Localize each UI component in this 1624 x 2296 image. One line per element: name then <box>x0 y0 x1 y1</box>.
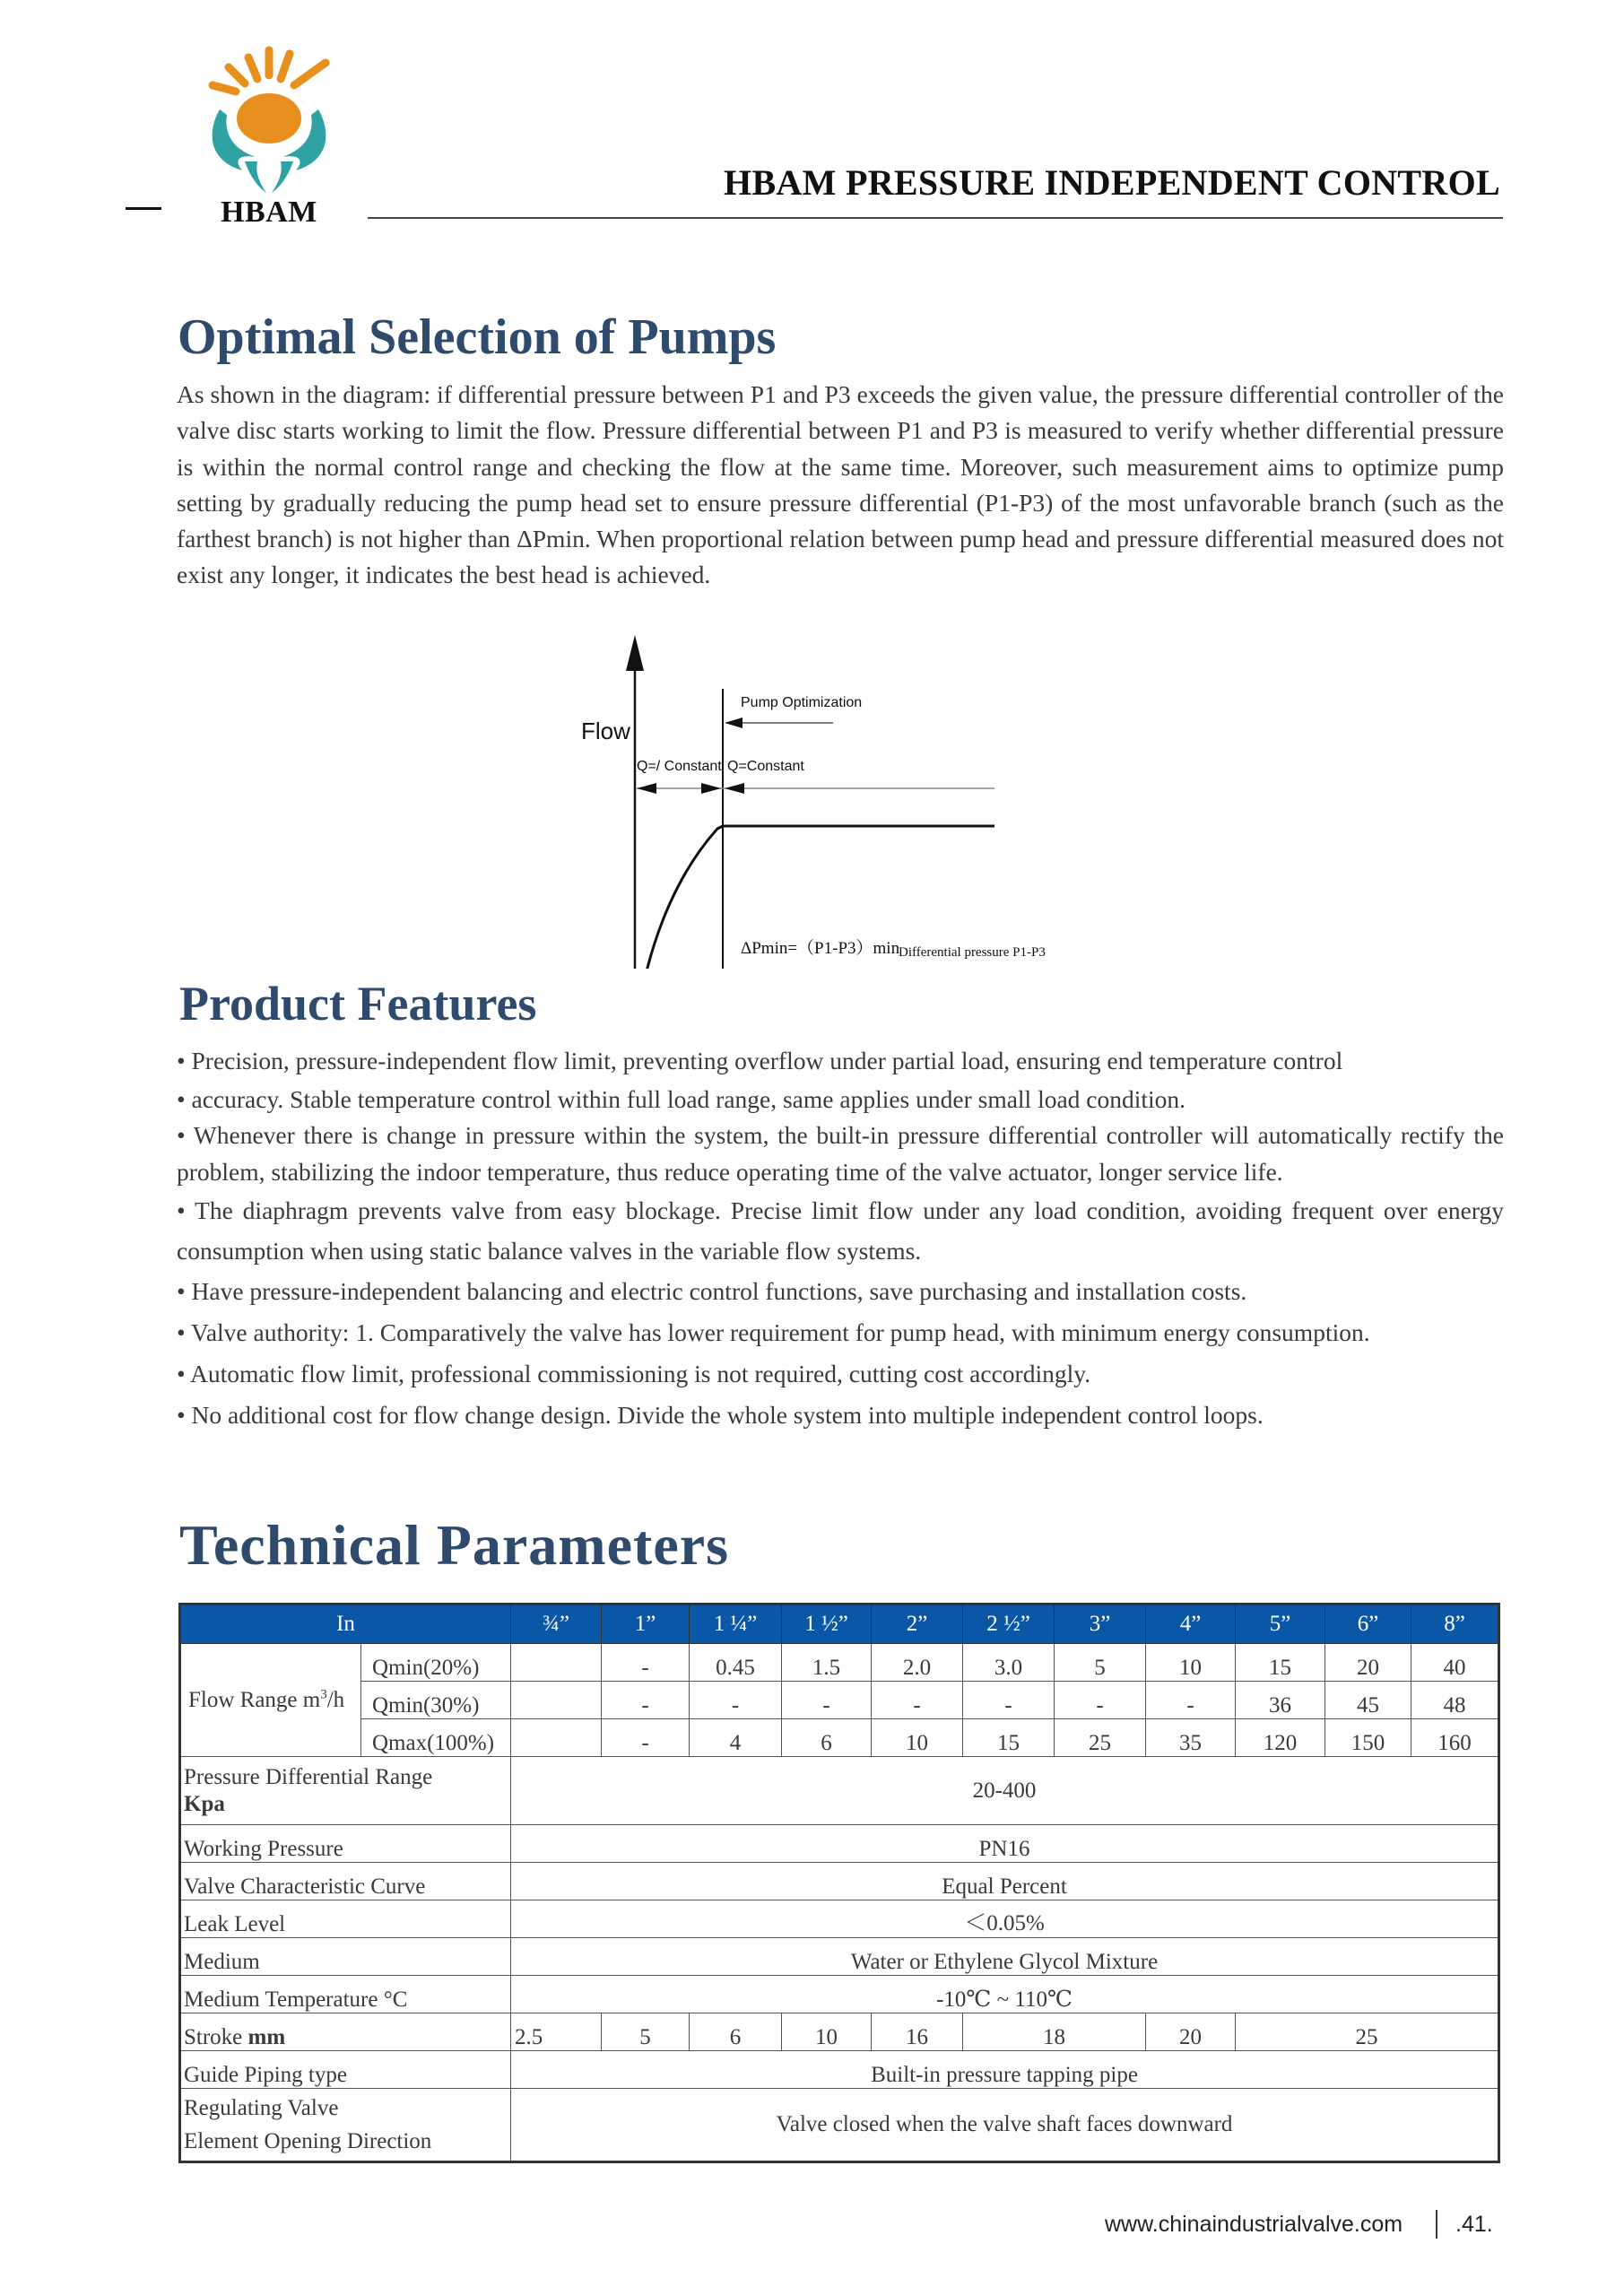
table-row <box>180 1938 1499 1976</box>
guide-piping-label: Guide Piping type <box>180 2051 511 2089</box>
cell: 15 <box>963 1719 1055 1757</box>
cell: 45 <box>1325 1682 1411 1719</box>
cell: 20 <box>1325 1644 1411 1682</box>
size-header: ¾” <box>511 1605 602 1644</box>
flow-subrow-label: Qmin(30%) <box>361 1682 511 1719</box>
size-header: 3” <box>1055 1605 1146 1644</box>
stroke-value: 18 <box>963 2013 1146 2051</box>
working-pressure-value: PN16 <box>511 1825 1499 1863</box>
cell: - <box>690 1682 782 1719</box>
section-title-technical: Technical Parameters <box>179 1513 730 1577</box>
curve-value: Equal Percent <box>511 1863 1499 1900</box>
size-header: 1” <box>602 1605 690 1644</box>
feature-item: • The diaphragm prevents valve from easy blockage. Precise limit flow under any load condition, avoiding frequent over energy consumption when using static balance valves in the variable flow systems. <box>177 1196 1504 1265</box>
cell: - <box>872 1682 963 1719</box>
pumps-description: As shown in the diagram: if differential pressure between P1 and P3 exceeds the given value, the pressure differential controller of the valve disc starts working to limit the flow. Pressure differential between P1 and P3 is measured to verify whether differential pressure is within the normal control range and checking the flow at the same time. Moreover, such measurement aims to optimize pump setting by gradually reducing the pump head set to ensure pressure differential (P1-P3) of the most unfavorable branch (such as the farthest branch) is not higher than ΔPmin. When proportional relation between pump head and pressure differential measured does not exist any longer, it indicates the best head is achieved. <box>177 380 1504 589</box>
leak-level-label: Leak Level <box>180 1900 511 1938</box>
footer-website-link[interactable]: www.chinaindustrialvalve.com <box>1105 2212 1403 2237</box>
flow-subrow-label: Qmax(100%) <box>361 1719 511 1757</box>
size-header: 4” <box>1146 1605 1236 1644</box>
size-header: 8” <box>1411 1605 1499 1644</box>
cell: 48 <box>1411 1682 1499 1719</box>
medium-temp-value: -10℃ ~ 110℃ <box>511 1976 1499 2013</box>
size-header: 1 ½” <box>782 1605 872 1644</box>
regulating-valve-value: Valve closed when the valve shaft faces downward <box>511 2089 1499 2162</box>
table-row <box>180 2013 1499 2051</box>
feature-item: • Have pressure-independent balancing and electric control functions, save purchasing and installation costs. <box>177 1276 1247 1305</box>
flow-axis-label: Flow <box>581 718 630 744</box>
cell: 0.45 <box>690 1644 782 1682</box>
y-axis-arrow-icon <box>626 635 644 671</box>
header-rule <box>368 217 1503 219</box>
x-axis-label: Differential pressure P1-P3 <box>899 945 1046 960</box>
header-dash-divider <box>126 207 161 210</box>
table-row <box>180 1682 1499 1719</box>
cell <box>511 1644 602 1682</box>
header-in: In <box>180 1605 511 1644</box>
table-row <box>180 1757 1499 1825</box>
stroke-value: 5 <box>602 2013 690 2051</box>
cell: - <box>963 1682 1055 1719</box>
cell: - <box>1055 1682 1146 1719</box>
flow-subrow-label: Qmin(20%) <box>361 1644 511 1682</box>
size-header: 6” <box>1325 1605 1411 1644</box>
feature-item: • Precision, pressure-independent flow limit, preventing overflow under partial load, ensuring end temperature control <box>177 1047 1343 1074</box>
size-header: 5” <box>1236 1605 1325 1644</box>
flow-range-label: Flow Range $m^3/h$ <box>180 1644 361 1757</box>
cell: 36 <box>1236 1682 1325 1719</box>
table-row <box>180 1825 1499 1863</box>
medium-label: Medium <box>180 1938 511 1976</box>
pd-range-label: Pressure Differential Range Kpa <box>180 1757 511 1825</box>
cell <box>511 1682 602 1719</box>
cell: 1.5 <box>782 1644 872 1682</box>
regulating-valve-label: Regulating Valve Element Opening Direction <box>180 2089 511 2162</box>
feature-item: • Automatic flow limit, professional commissioning is not required, cutting cost accordingly. <box>177 1359 1091 1387</box>
feature-item: • No additional cost for flow change design. Divide the whole system into multiple independent control loops. <box>177 1400 1264 1429</box>
stroke-value: 25 <box>1236 2013 1499 2051</box>
stroke-label: Stroke mm <box>180 2013 511 2051</box>
pd-range-value: 20-400 <box>511 1757 1499 1825</box>
cell: 120 <box>1236 1719 1325 1757</box>
stroke-value: 6 <box>690 2013 782 2051</box>
guide-piping-value: Built-in pressure tapping pipe <box>511 2051 1499 2089</box>
cell: - <box>602 1719 690 1757</box>
medium-temp-label: Medium Temperature °C <box>180 1976 511 2013</box>
cell: - <box>602 1644 690 1682</box>
cell: 40 <box>1411 1644 1499 1682</box>
hbam-logo-icon <box>202 45 336 197</box>
table-row <box>180 1900 1499 1938</box>
stroke-value: 20 <box>1146 2013 1236 2051</box>
pump-optimization-diagram <box>574 628 1166 969</box>
table-row <box>180 1719 1499 1757</box>
cell: 10 <box>1146 1644 1236 1682</box>
table-row <box>180 1644 1499 1682</box>
table-header-row <box>180 1605 1499 1644</box>
cell: 25 <box>1055 1719 1146 1757</box>
cell: - <box>1146 1682 1236 1719</box>
cell: 4 <box>690 1719 782 1757</box>
cell: 6 <box>782 1719 872 1757</box>
q-constant-label: Q=Constant <box>727 759 804 774</box>
cell <box>511 1719 602 1757</box>
cell: 35 <box>1146 1719 1236 1757</box>
stroke-value: 16 <box>872 2013 963 2051</box>
logo-text: HBAM <box>221 196 317 229</box>
header-title: HBAM PRESSURE INDEPENDENT CONTROL <box>724 162 1500 203</box>
features-list <box>177 1040 1504 1436</box>
pump-opt-arrow-icon <box>725 718 743 728</box>
curve-label: Valve Characteristic Curve <box>180 1863 511 1900</box>
footer-separator <box>1436 2210 1437 2239</box>
stroke-value: 2.5 <box>511 2013 602 2051</box>
size-header: 1 ¼” <box>690 1605 782 1644</box>
table-row <box>180 1976 1499 2013</box>
cell: 3.0 <box>963 1644 1055 1682</box>
cell: - <box>602 1682 690 1719</box>
cell: 2.0 <box>872 1644 963 1682</box>
feature-item: • Valve authority: 1. Comparatively the valve has lower requirement for pump head, with minimum energy consumption. <box>177 1318 1370 1346</box>
feature-item: • Whenever there is change in pressure within the system, the built-in pressure differential controller will automatically rectify the problem, stabilizing the indoor temperature, thus reduce operating time of the valve actuator, longer service life. <box>177 1121 1504 1186</box>
cell: 15 <box>1236 1644 1325 1682</box>
table-row <box>180 2089 1499 2162</box>
pump-optimization-label: Pump Optimization <box>741 695 863 710</box>
cell: 160 <box>1411 1719 1499 1757</box>
table-row <box>180 2051 1499 2089</box>
feature-item: • accuracy. Stable temperature control within full load range, same applies under small load condition. <box>177 1085 1186 1113</box>
table-row <box>180 1863 1499 1900</box>
cell: 5 <box>1055 1644 1146 1682</box>
size-header: 2 ½” <box>963 1605 1055 1644</box>
medium-value: Water or Ethylene Glycol Mixture <box>511 1938 1499 1976</box>
working-pressure-label: Working Pressure <box>180 1825 511 1863</box>
section-title-features: Product Features <box>179 977 537 1031</box>
cell: 150 <box>1325 1719 1411 1757</box>
cell: - <box>782 1682 872 1719</box>
q-not-constant-label: Q=/ Constant <box>637 759 722 774</box>
dpmin-formula: ΔPmin=（P1-P3）min <box>741 939 900 958</box>
technical-parameters-table <box>178 1603 1500 2163</box>
section-title-pumps: Optimal Selection of Pumps <box>178 309 777 365</box>
leak-level-value: ＜0.05% <box>511 1900 1499 1938</box>
size-header: 2” <box>872 1605 963 1644</box>
cell: 10 <box>872 1719 963 1757</box>
stroke-value: 10 <box>782 2013 872 2051</box>
page-number: .41. <box>1455 2212 1493 2237</box>
